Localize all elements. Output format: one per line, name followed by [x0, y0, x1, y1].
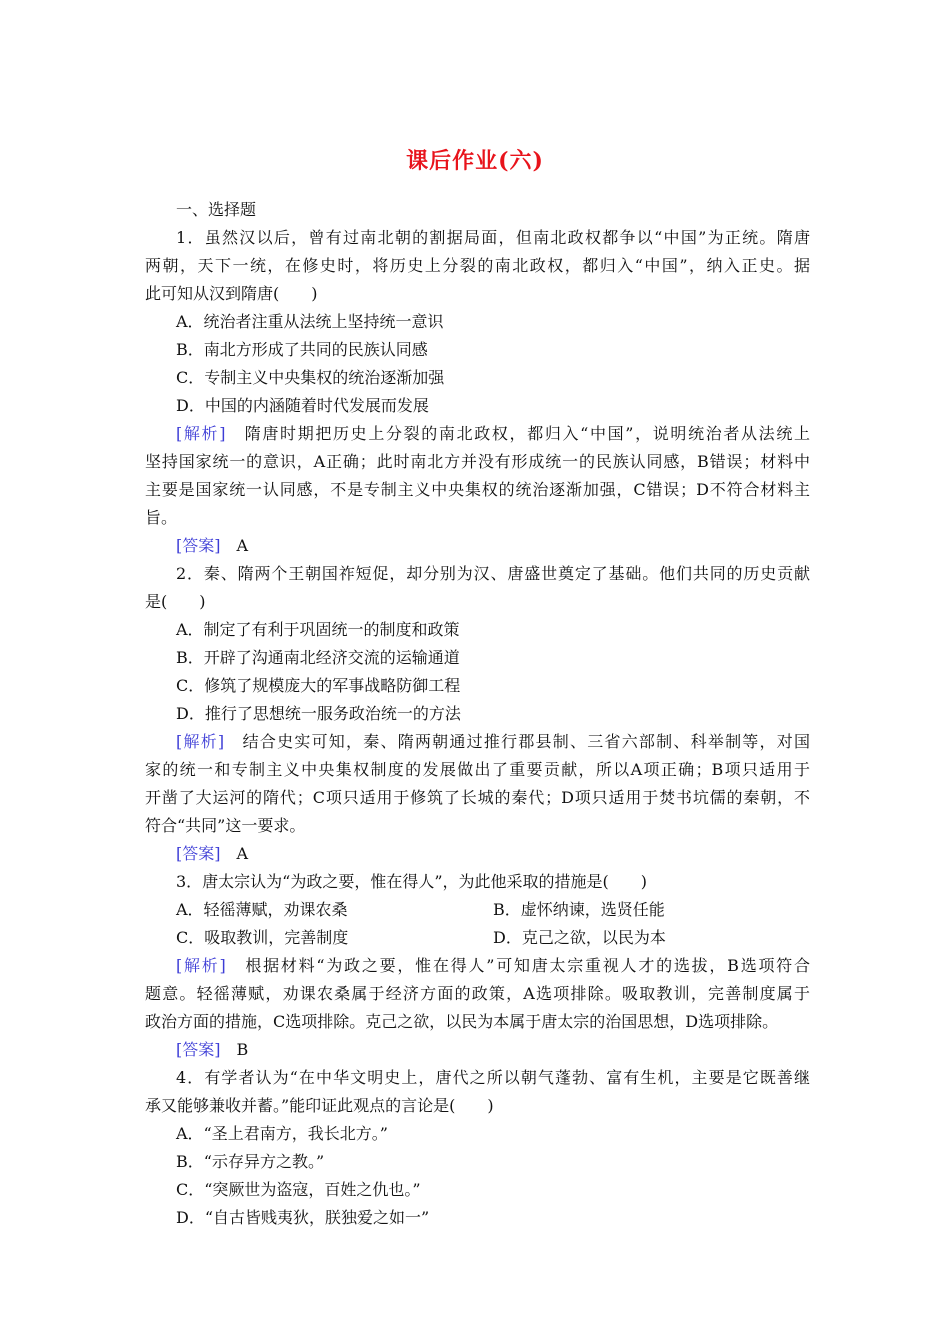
q3-option-a: A．轻徭薄赋，劝课农桑 [176, 900, 348, 919]
answer-tag: [答案] [176, 1040, 221, 1059]
analysis-tag: [解析] [176, 732, 225, 751]
q1-option-c: C．专制主义中央集权的统治逐渐加强 [176, 368, 445, 387]
q2-analysis-line: 符合“共同”这一要求。 [145, 816, 306, 835]
analysis-tag: [解析] [176, 424, 226, 443]
q3-option-d: D．克己之欲，以民为本 [493, 928, 666, 947]
q3-answer [145, 1036, 810, 1064]
q4-option-c: C．“突厥世为盗寇，百姓之仇也。” [176, 1180, 421, 1199]
q2-option-d: D．推行了思想统一服务政治统一的方法 [176, 704, 461, 723]
page-title: 课后作业(六) [406, 148, 544, 174]
q2-analysis-line [145, 728, 810, 756]
q2-option-c: C．修筑了规模庞大的军事战略防御工程 [176, 676, 461, 695]
q2-stem-line: 是( ) [145, 592, 206, 611]
q1-analysis-line: 旨。 [145, 508, 178, 527]
q3-options-row [145, 924, 810, 952]
q1-option-b: B．南北方形成了共同的民族认同感 [176, 340, 428, 359]
q1-analysis-line: 坚持国家统一的意识，A正确；此时南北方并没有形成统一的民族认同感，B错误；材料中 [145, 452, 810, 471]
q2-answer-value: A [220, 844, 249, 863]
q3-option-c: C．吸取教训，完善制度 [176, 928, 349, 947]
q4-stem-line: 承又能够兼收并蓄。”能印证此观点的言论是( ) [145, 1096, 494, 1115]
q4-stem-line: 4．有学者认为“在中华文明史上，唐代之所以朝气蓬勃、富有生机，主要是它既善继 [176, 1068, 810, 1087]
q1-analysis-line: 主要是国家统一认同感，不是专制主义中央集权的统治逐渐加强，C错误；D不符合材料主 [145, 480, 810, 499]
q3-analysis-line: 题意。轻徭薄赋，劝课农桑属于经济方面的政策，A选项排除。吸取教训，完善制度属于 [145, 984, 810, 1003]
q3-analysis-text: 根据材料“为政之要，惟在得人”可知唐太宗重视人才的选拔，B选项符合 [225, 956, 810, 975]
q2-analysis-text: 结合史实可知，秦、隋两朝通过推行郡县制、三省六部制、科举制等，对国 [224, 732, 810, 751]
q1-option-d: D．中国的内涵随着时代发展而发展 [176, 396, 429, 415]
q3-analysis-line: 政治方面的措施，C选项排除。克己之欲，以民为本属于唐太宗的治国思想，D选项排除。 [145, 1012, 779, 1031]
q3-answer-value: B [220, 1040, 249, 1059]
q3-stem: 3．唐太宗认为“为政之要，惟在得人”，为此他采取的措施是( ) [176, 872, 648, 891]
q3-option-b: B．虚怀纳谏，选贤任能 [493, 900, 665, 919]
q1-stem-line: 两朝，天下一统，在修史时，将历史上分裂的南北政权，都归入“中国”，纳入正史。据 [145, 256, 810, 275]
q1-answer-value: A [220, 536, 249, 555]
q4-option-a: A．“圣上君南方，我长北方。” [176, 1124, 388, 1143]
q1-stem-line: 此可知从汉到隋唐( ) [145, 284, 318, 303]
q2-option-b: B．开辟了沟通南北经济交流的运输通道 [176, 648, 460, 667]
q1-analysis-line [145, 420, 810, 448]
section-heading: 一、选择题 [176, 200, 257, 219]
q2-answer [145, 840, 810, 868]
answer-tag: [答案] [176, 536, 221, 555]
analysis-tag: [解析] [176, 956, 226, 975]
q3-options-row [145, 896, 810, 924]
q2-analysis-line: 家的统一和专制主义中央集权制度的发展做出了重要贡献，所以A项正确；B项只适用于 [145, 760, 810, 779]
q1-option-a: A．统治者注重从法统上坚持统一意识 [176, 312, 444, 331]
q2-analysis-line: 开凿了大运河的隋代；C项只适用于修筑了长城的秦代；D项只适用于焚书坑儒的秦朝，不 [145, 788, 810, 807]
document-body [145, 196, 810, 1232]
q2-stem-line: 2．秦、隋两个王朝国祚短促，却分别为汉、唐盛世奠定了基础。他们共同的历史贡献 [176, 564, 810, 583]
q1-stem-line: 1．虽然汉以后，曾有过南北朝的割据局面，但南北政权都争以“中国”为正统。隋唐 [176, 228, 810, 247]
answer-tag: [答案] [176, 844, 221, 863]
q4-option-b: B．“示存异方之教。” [176, 1152, 325, 1171]
q3-analysis-line [145, 952, 810, 980]
q1-answer [145, 532, 810, 560]
q1-analysis-text: 隋唐时期把历史上分裂的南北政权，都归入“中国”，说明统治者从法统上 [225, 424, 810, 443]
q2-option-a: A．制定了有利于巩固统一的制度和政策 [176, 620, 460, 639]
q4-option-d: D．“自古皆贱夷狄，朕独爱之如一” [176, 1208, 430, 1227]
